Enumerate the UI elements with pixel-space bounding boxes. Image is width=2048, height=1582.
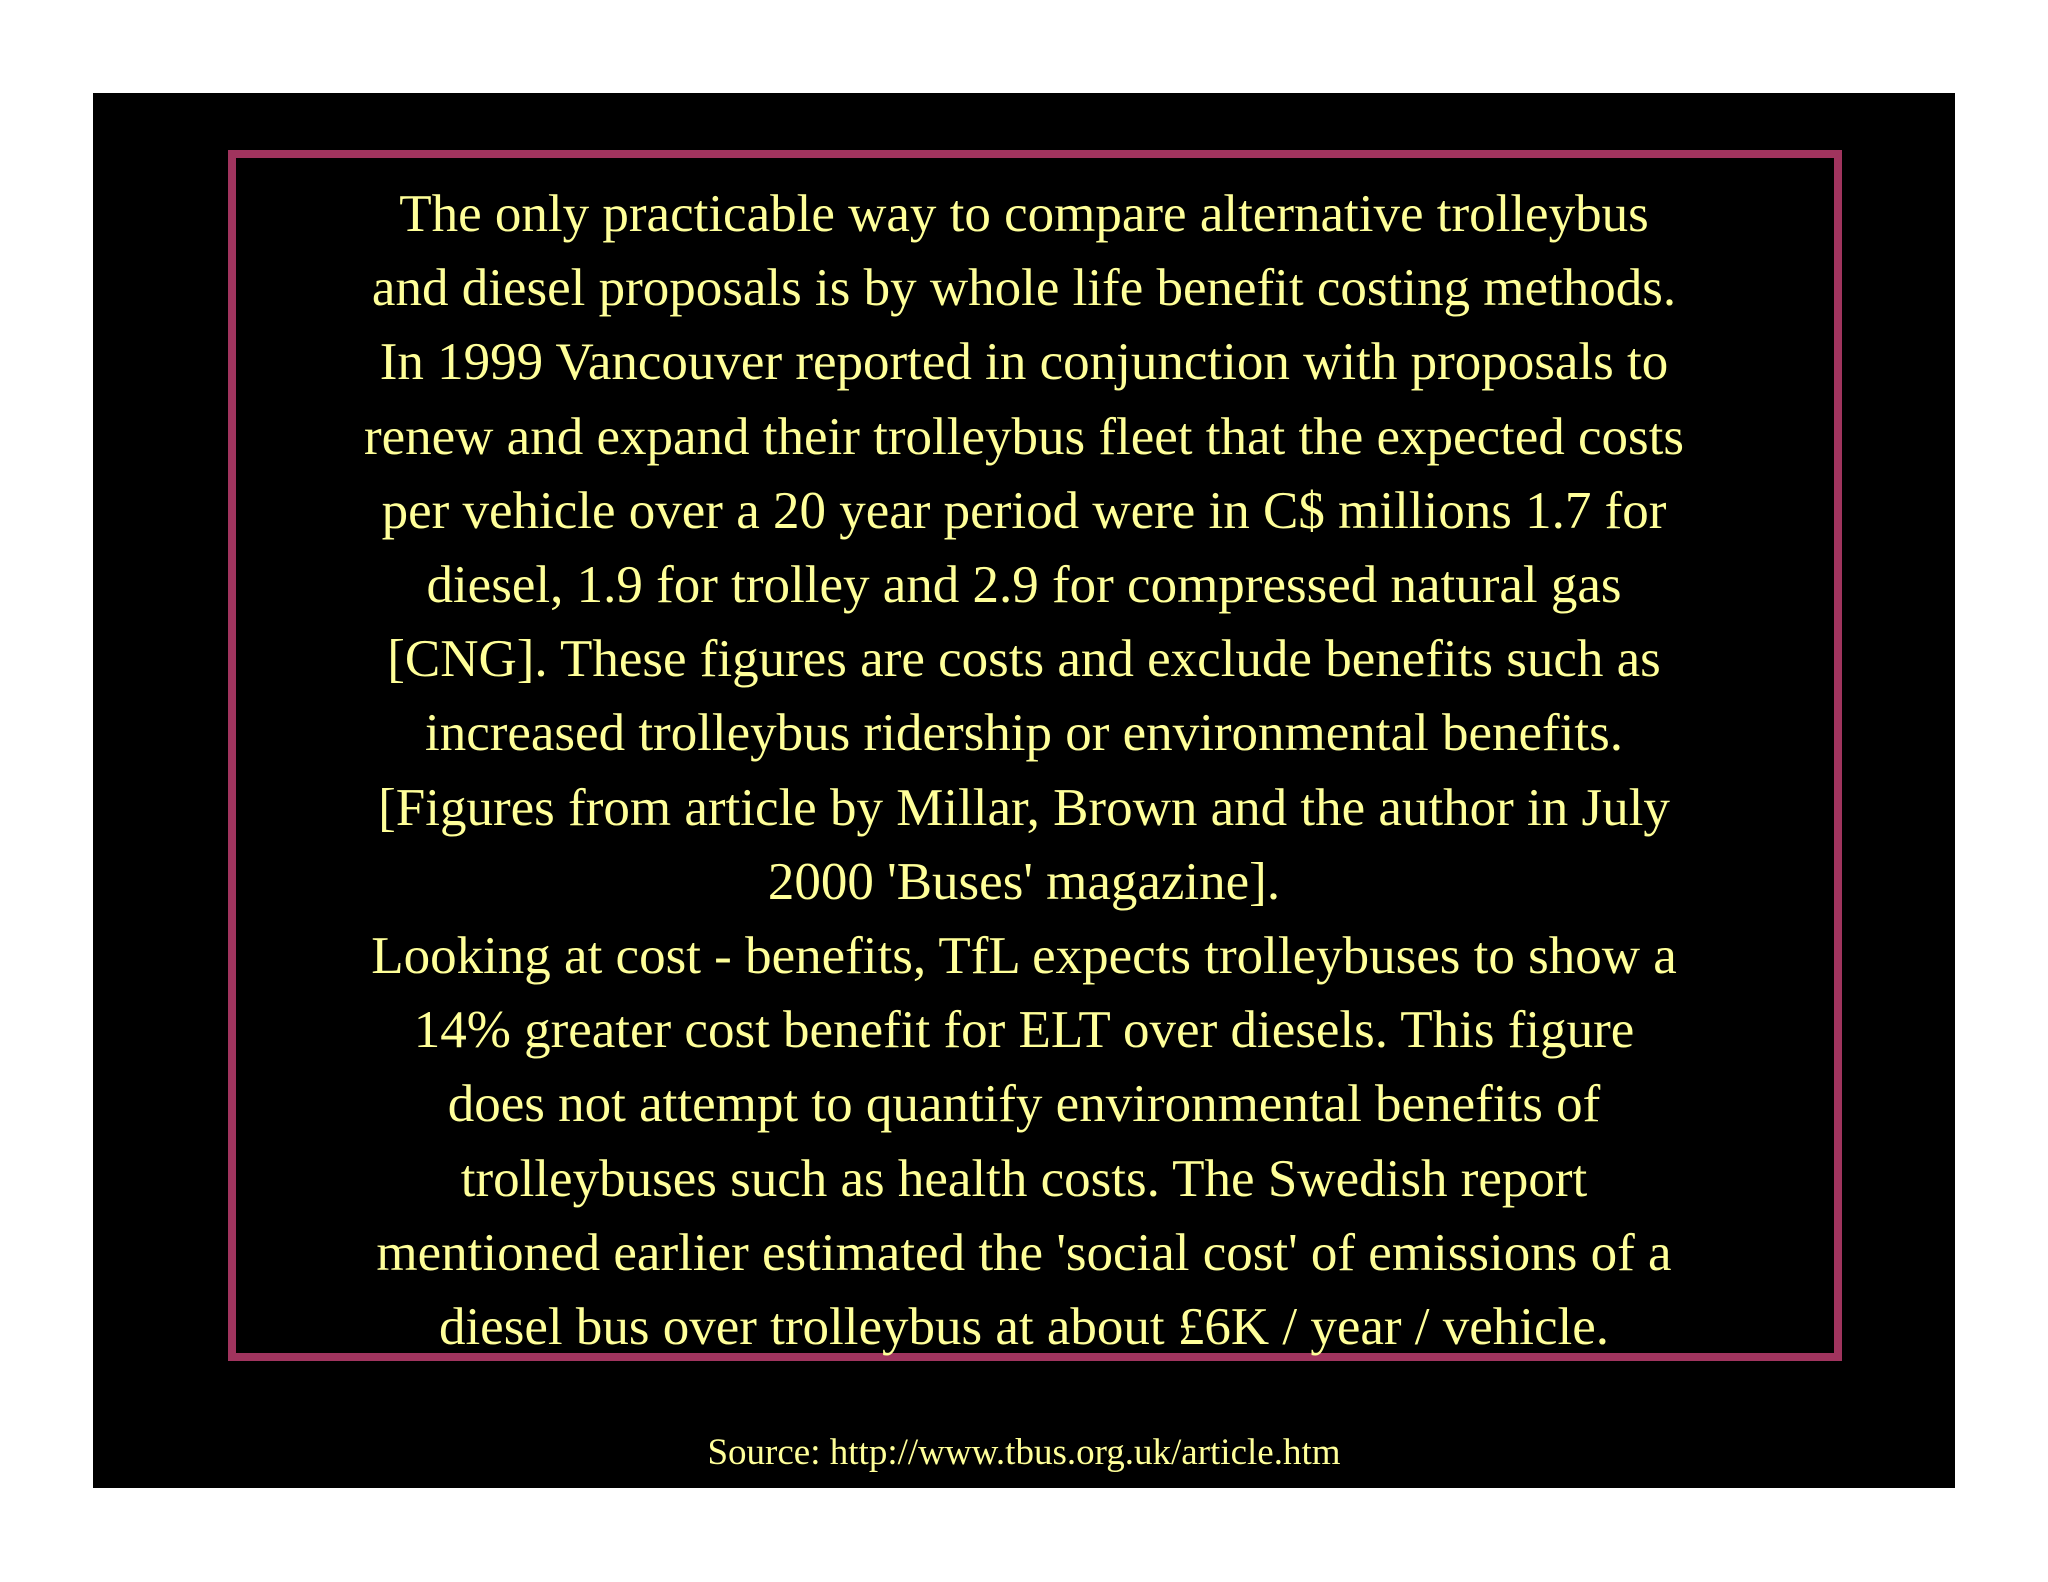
body-line: mentioned earlier estimated the 'social cost' of emissions of a: [376, 1223, 1672, 1282]
body-line: does not attempt to quantify environmental benefits of: [447, 1075, 1601, 1134]
body-line: The only practicable way to compare alternative trolleybus: [399, 185, 1649, 243]
source-citation: Source: http://www.tbus.org.uk/article.htm: [707, 1432, 1341, 1473]
body-line: [CNG]. These figures are costs and exclude benefits such as: [387, 630, 1661, 689]
body-line: 14% greater cost benefit for ELT over diesels. This figure: [413, 1001, 1635, 1060]
body-line: [Figures from article by Millar, Brown and the author in July: [378, 778, 1670, 837]
body-line: trolleybuses such as health costs. The Swedish report: [460, 1149, 1588, 1208]
body-line: 2000 'Buses' magazine].: [767, 852, 1281, 911]
body-line: diesel, 1.9 for trolley and 2.9 for compressed natural gas: [426, 556, 1622, 615]
body-line: In 1999 Vancouver reported in conjunction with proposals to: [379, 333, 1669, 392]
body-line: per vehicle over a 20 year period were in C$ millions 1.7 for: [381, 481, 1667, 540]
body-line: diesel bus over trolleybus at about £6K / year / vehicle.: [438, 1298, 1610, 1357]
slide: [93, 93, 1955, 1488]
body-line: increased trolleybus ridership or environmental benefits.: [424, 704, 1623, 763]
slide-body-text: [93, 177, 1955, 1364]
body-line: and diesel proposals is by whole life benefit costing methods.: [371, 259, 1677, 318]
body-line: renew and expand their trolleybus fleet that the expected costs: [363, 407, 1685, 466]
body-line: Looking at cost - benefits, TfL expects trolleybuses to show a: [371, 927, 1677, 986]
